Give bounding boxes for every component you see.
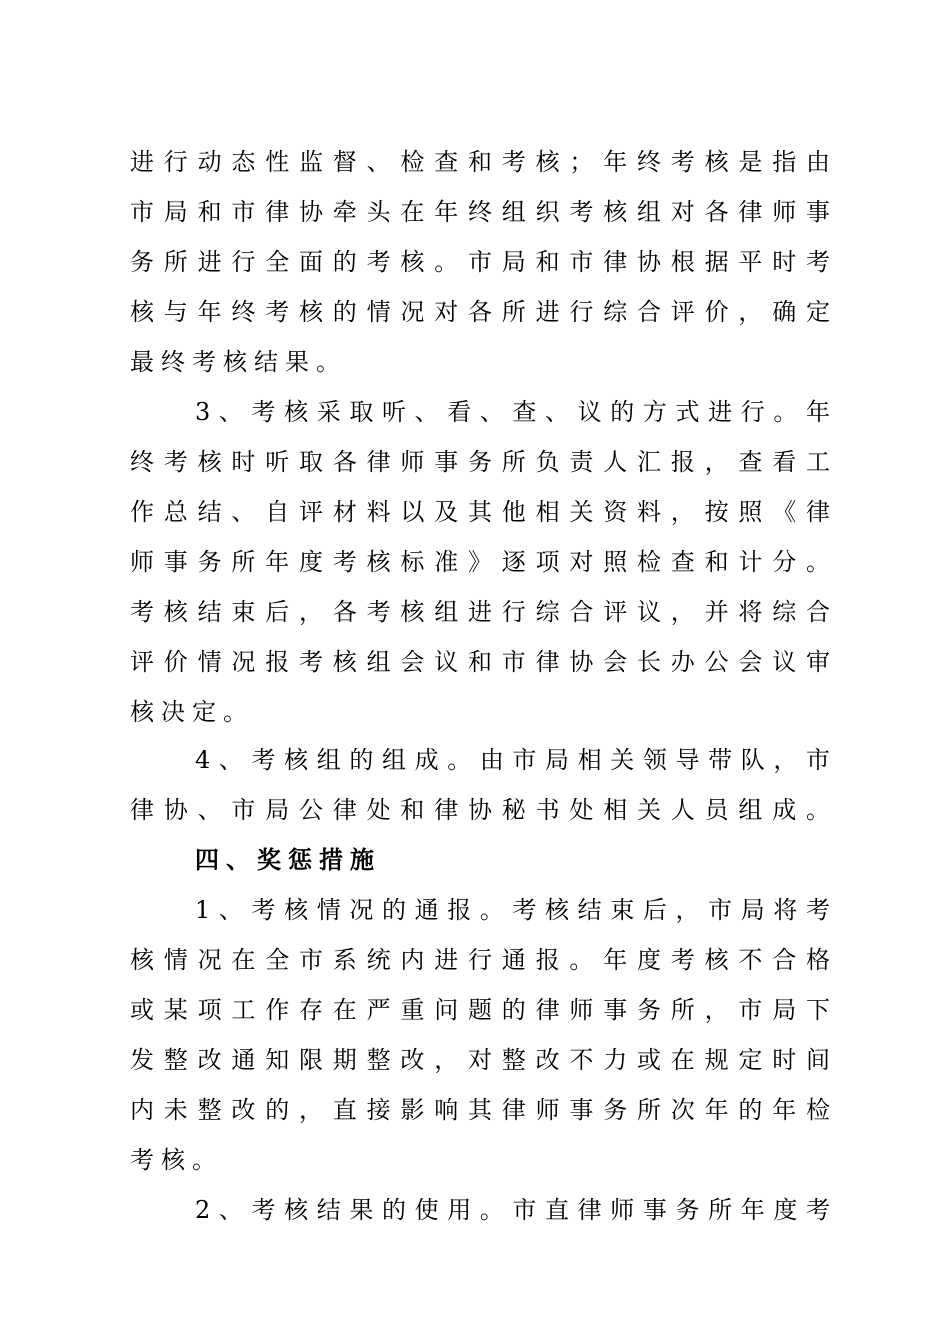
- paragraph-line: 4、考核组的组成。由市局相关领导带队，市: [195, 746, 830, 774]
- paragraph-line: 或某项工作存在严重问题的律师事务所，市局下: [130, 996, 830, 1024]
- paragraph-line: 最终考核结果。: [130, 348, 347, 376]
- paragraph-line: 市局和市律协牵头在年终组织考核组对各律师事: [130, 198, 830, 226]
- paragraph-line: 评价情况报考核组会议和市律协会长办公会议审: [130, 648, 830, 676]
- paragraph-line: 发整改通知限期整改，对整改不力或在规定时间: [130, 1046, 830, 1074]
- paragraph-line: 考核。: [130, 1146, 223, 1174]
- paragraph-line: 核与年终考核的情况对各所进行综合评价，确定: [130, 298, 830, 326]
- paragraph-line: 师事务所年度考核标准》逐项对照检查和计分。: [130, 548, 830, 576]
- paragraph-line: 律协、市局公律处和律协秘书处相关人员组成。: [130, 796, 830, 824]
- paragraph-line: 进行动态性监督、检查和考核；年终考核是指由: [130, 148, 830, 176]
- section-heading: 四、奖惩措施: [195, 846, 381, 874]
- paragraph-line: 3、考核采取听、看、查、议的方式进行。年: [195, 398, 830, 426]
- paragraph-line: 终考核时听取各律师事务所负责人汇报，查看工: [130, 448, 830, 476]
- paragraph-line: 1、考核情况的通报。考核结束后，市局将考: [195, 896, 830, 924]
- paragraph-line: 2、考核结果的使用。市直律师事务所年度考: [195, 1196, 830, 1224]
- paragraph-line: 核决定。: [130, 698, 254, 726]
- paragraph-line: 作总结、自评材料以及其他相关资料，按照《律: [130, 498, 830, 526]
- paragraph-line: 内未整改的，直接影响其律师事务所次年的年检: [130, 1096, 830, 1124]
- paragraph-line: 核情况在全市系统内进行通报。年度考核不合格: [130, 946, 830, 974]
- paragraph-line: 务所进行全面的考核。市局和市律协根据平时考: [130, 248, 830, 276]
- paragraph-line: 考核结束后，各考核组进行综合评议，并将综合: [130, 598, 830, 626]
